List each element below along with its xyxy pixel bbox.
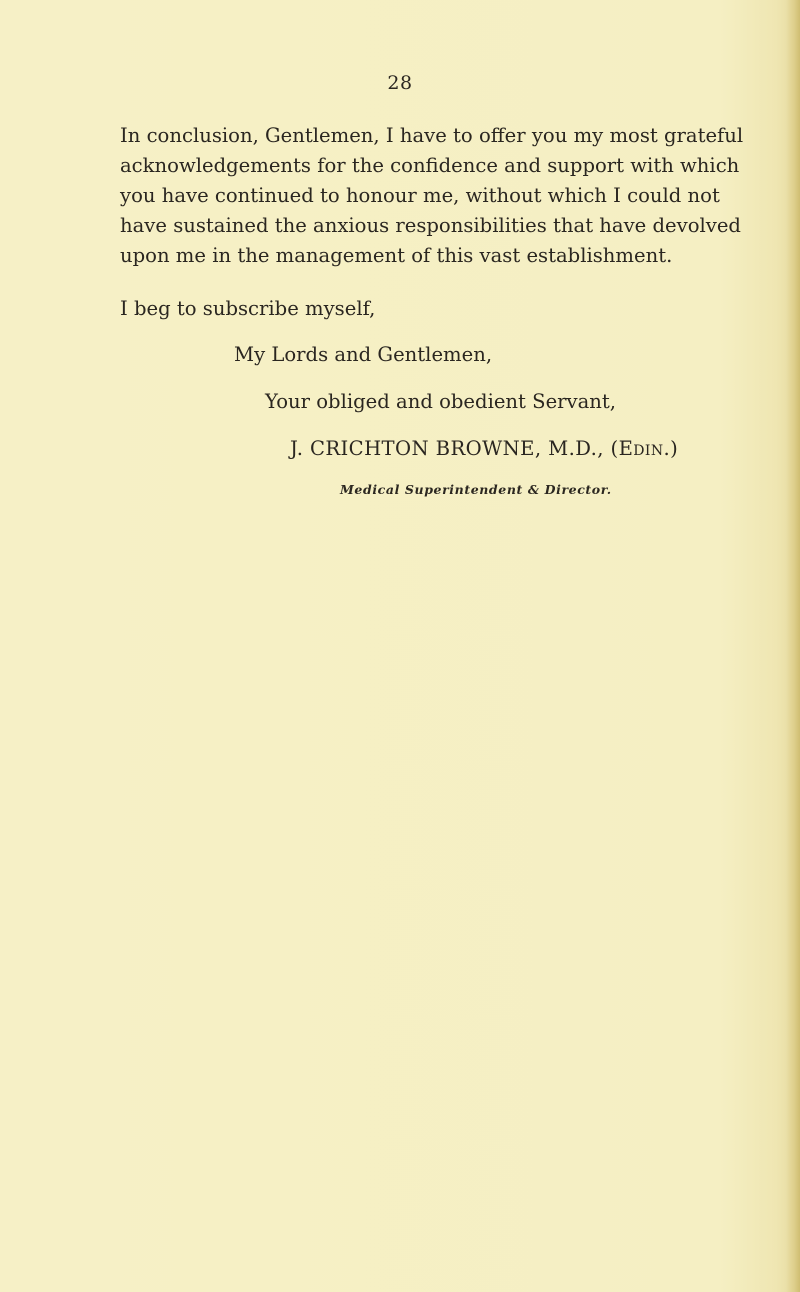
signature-end: ) [670, 437, 679, 460]
closing-servant: Your obliged and obedient Servant, [265, 390, 617, 413]
page-number: 28 [387, 72, 413, 94]
paragraph-line: have sustained the anxious responsibilities that have devolved [120, 214, 741, 237]
signature [290, 437, 678, 460]
body-paragraph [120, 121, 744, 271]
signature-title: Medical Superintendent & Director. [340, 482, 612, 497]
closing-subscribe: I beg to subscribe myself, [120, 297, 376, 320]
page-edge-shadow [786, 0, 800, 1292]
paragraph-line: upon me in the management of this vast establishment. [120, 244, 673, 267]
paragraph-line: you have continued to honour me, without which I could not [120, 184, 720, 207]
closing-salutation: My Lords and Gentlemen, [234, 343, 493, 366]
paragraph-line: In conclusion, Gentlemen, I have to offer you my most grateful [120, 124, 744, 147]
signature-name: J. CRICHTON BROWNE, M.D., ( [290, 437, 619, 460]
paragraph-line: acknowledgements for the confidence and support with which [120, 154, 740, 177]
signature-degree: Edin. [618, 437, 671, 460]
